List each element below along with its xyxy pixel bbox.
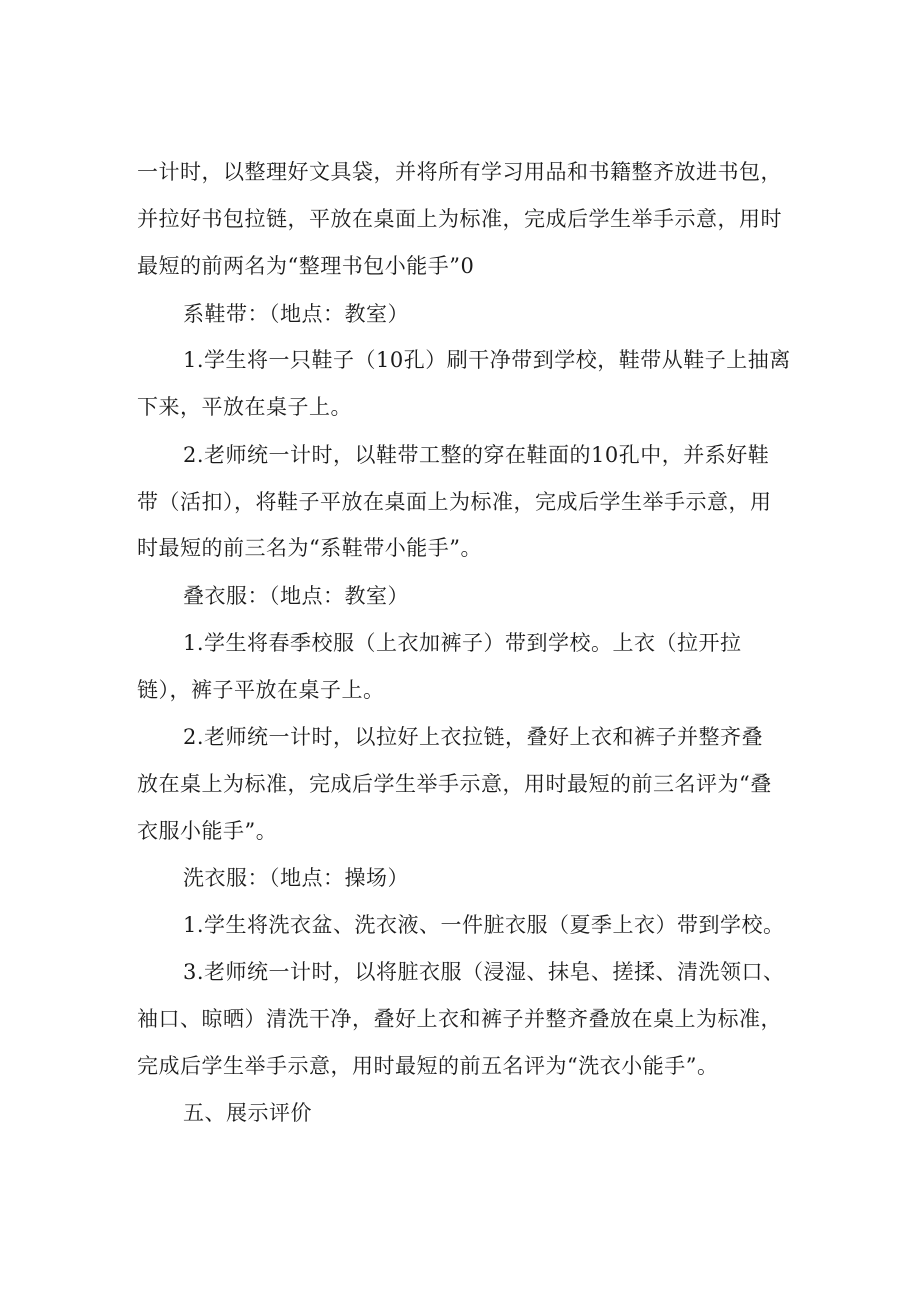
text-line: 最短的前两名为“整理书包小能手”0: [137, 254, 475, 278]
text-line: 时最短的前三名为“系鞋带小能手”。: [137, 536, 482, 560]
text-line: 并拉好书包拉链，平放在桌面上为标准，完成后学生举手示意，用时: [137, 207, 782, 231]
section-heading: 洗衣服：（地点：操场）: [183, 866, 409, 890]
text-line: 袖口、晾晒）清洗干净，叠好上衣和裤子并整齐叠放在桌上为标准，: [137, 1007, 782, 1031]
text-line: 2.老师统一计时，以鞋带工整的穿在鞋面的10孔中，并系好鞋: [183, 443, 770, 467]
text-line: 链），裤子平放在桌子上。: [137, 678, 385, 702]
text-line: 2.老师统一计时，以拉好上衣拉链，叠好上衣和裤子并整齐叠: [183, 725, 764, 749]
text-line: 1.学生将洗衣盆、洗衣液、一件脏衣服（夏季上衣）带到学校。: [183, 913, 785, 937]
text-line: 完成后学生举手示意，用时最短的前五名评为“洗衣小能手”。: [137, 1054, 719, 1078]
section-heading: 系鞋带：（地点：教室）: [183, 302, 409, 326]
text-line: 衣服小能手”。: [137, 819, 278, 843]
text-line: 下来，平放在桌子上。: [137, 395, 352, 419]
text-line: 1.学生将春季校服（上衣加裤子）带到学校。上衣（拉开拉: [183, 631, 742, 655]
text-line: 带（活扣），将鞋子平放在桌面上为标准，完成后学生举手示意，用: [137, 490, 772, 514]
text-line: 一计时，以整理好文具袋，并将所有学习用品和书籍整齐放进书包，: [137, 160, 782, 184]
text-line: 放在桌上为标准，完成后学生举手示意，用时最短的前三名评为“叠: [137, 772, 772, 796]
text-line: 3.老师统一计时，以将脏衣服（浸湿、抹皂、搓揉、清洗领口、: [183, 960, 785, 984]
section-heading: 叠衣服：（地点：教室）: [183, 584, 409, 608]
text-line: 1.学生将一只鞋子（10孔）刷干净带到学校，鞋带从鞋子上抽离: [183, 348, 791, 372]
section-heading: 五、展示评价: [183, 1101, 312, 1125]
